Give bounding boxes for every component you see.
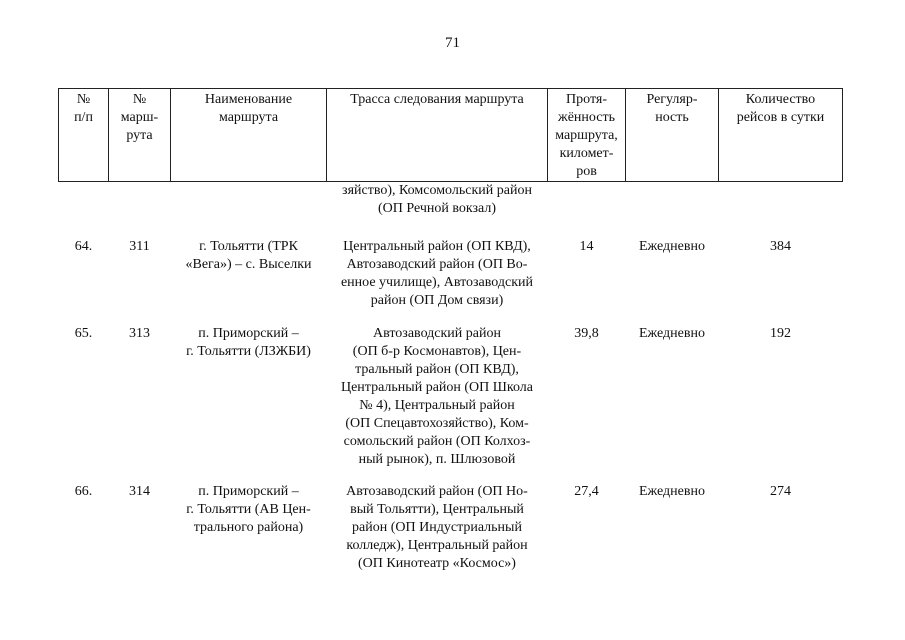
header-route-path: Трасса следования маршрута bbox=[327, 89, 548, 182]
route-regularity: Ежедневно bbox=[638, 239, 705, 254]
header-row-number: № п/п bbox=[59, 89, 109, 182]
route-regularity: Ежедневно bbox=[638, 326, 705, 341]
route-number: 311 bbox=[129, 239, 150, 254]
trips-per-day: 192 bbox=[770, 326, 791, 341]
header-regularity: Регуляр- ность bbox=[626, 89, 719, 182]
routes-table bbox=[58, 88, 843, 583]
row-number: 64. bbox=[74, 239, 93, 254]
route-path: Автозаводский район (ОП б-р Космонавтов), Цен- тральный район (ОП КВД), Центральный район (ОП Школа № 4), Центральный район (ОП Спецавтохозяйство), Ком- сомольский район (ОП Колхоз- ный рынок), п. Шлюзовой bbox=[340, 326, 533, 467]
route-number: 314 bbox=[129, 484, 150, 499]
route-path: Центральный район (ОП КВД), Автозаводский район (ОП Во- енное училище), Автозаводский район (ОП Дом связи) bbox=[340, 239, 534, 308]
route-regularity: Ежедневно bbox=[638, 484, 705, 499]
route-name: п. Приморский – г. Тольятти (ЛЗЖБИ) bbox=[186, 326, 311, 359]
header-route-name: Наименование маршрута bbox=[171, 89, 327, 182]
table-row bbox=[59, 483, 843, 583]
table-row bbox=[59, 325, 843, 483]
table-header-row bbox=[59, 89, 843, 182]
row-number: 66. bbox=[74, 484, 93, 499]
route-path: Автозаводский район (ОП Но- вый Тольятти), Центральный район (ОП Индустриальный колледж), Центральный район (ОП Кинотеатр «Космос») bbox=[346, 484, 528, 571]
table-row-continuation bbox=[59, 182, 843, 239]
route-number: 313 bbox=[129, 326, 150, 341]
header-trips-per-day: Количество рейсов в сутки bbox=[719, 89, 843, 182]
route-path-continuation: зяйство), Комсомольский район (ОП Речной вокзал) bbox=[342, 183, 532, 216]
row-number: 65. bbox=[74, 326, 93, 341]
trips-per-day: 384 bbox=[770, 239, 791, 254]
route-length: 39,8 bbox=[574, 326, 599, 341]
route-name: г. Тольятти (ТРК «Вега») – с. Выселки bbox=[185, 239, 312, 272]
route-length: 14 bbox=[579, 239, 594, 254]
page-number: 71 bbox=[445, 35, 460, 51]
header-route-number: № марш- рута bbox=[109, 89, 171, 182]
route-name: п. Приморский – г. Тольятти (АВ Цен- трального района) bbox=[186, 484, 311, 535]
header-route-length: Протя- жённость маршрута, километ- ров bbox=[548, 89, 626, 182]
table-row bbox=[59, 238, 843, 325]
route-length: 27,4 bbox=[574, 484, 599, 499]
trips-per-day: 274 bbox=[770, 484, 791, 499]
